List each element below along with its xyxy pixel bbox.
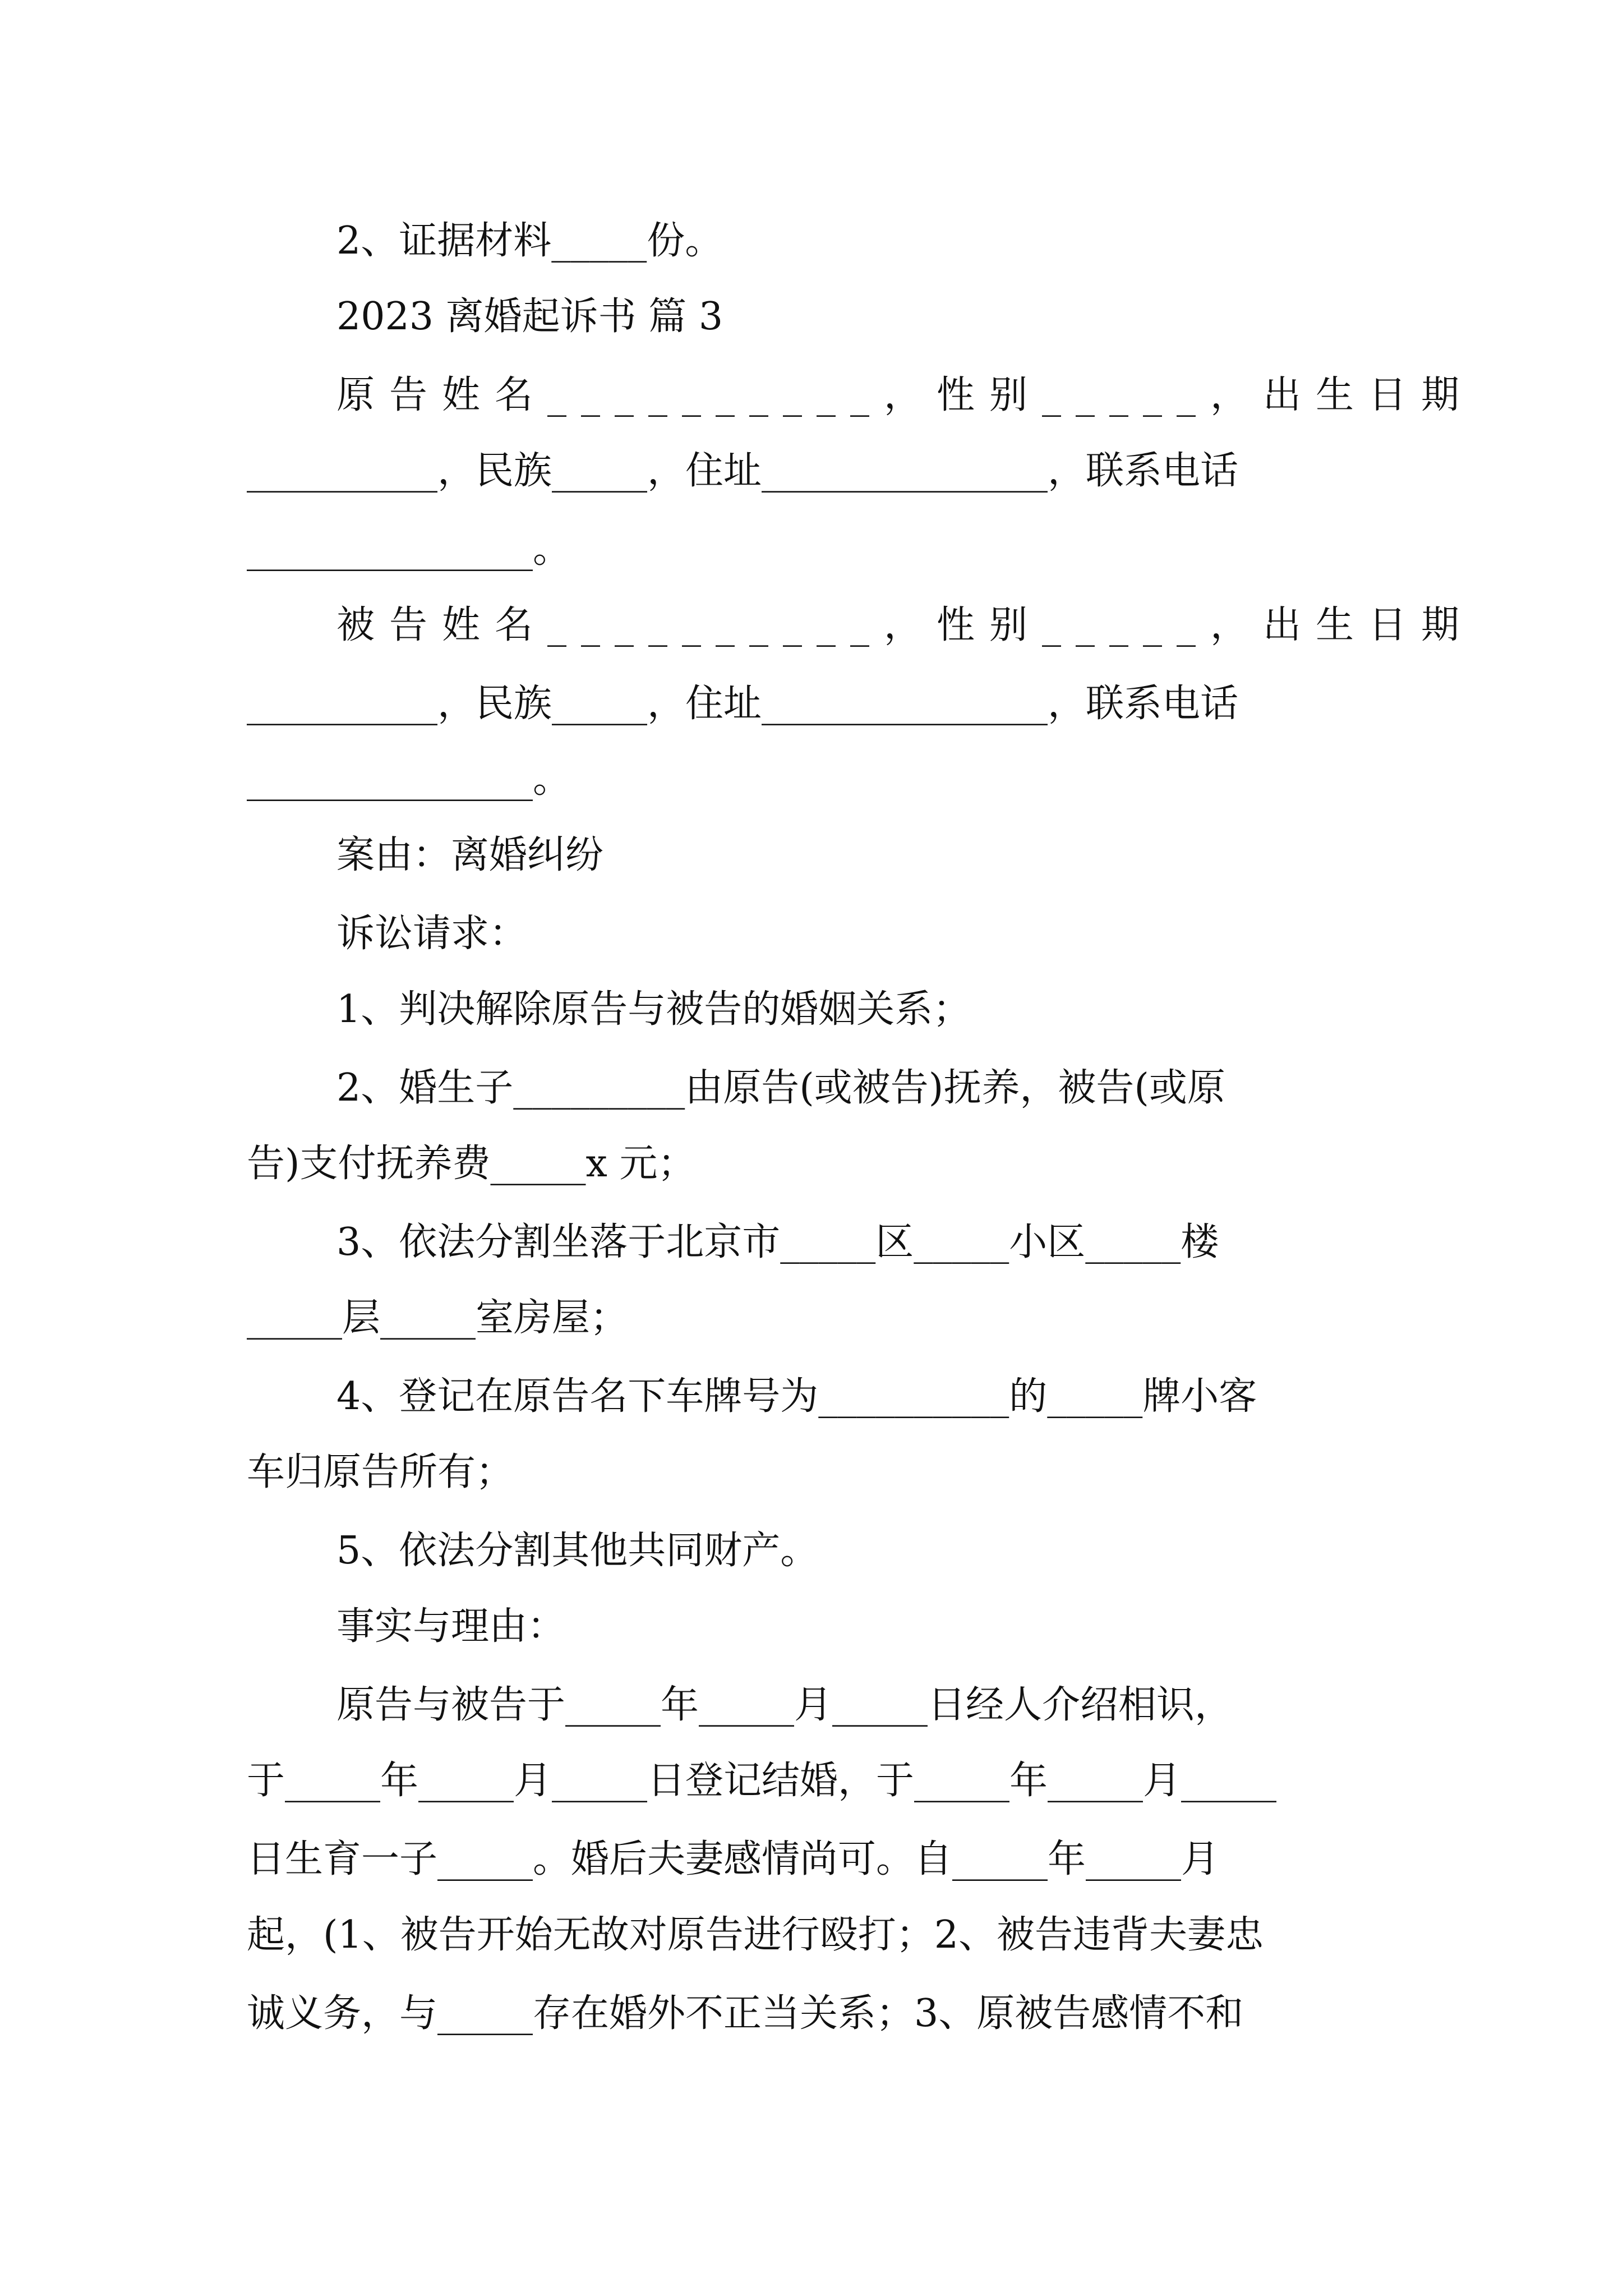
facts-paragraph-line: 原告与被告于_____年_____月_____日经人介绍相识， <box>336 1683 1233 1727</box>
case-cause: 案由：离婚纠纷 <box>336 833 604 877</box>
claim-item: 2、婚生子_________由原告(或被告)抚养，被告(或原 <box>336 1066 1225 1110</box>
evidence-count-line: 2、证据材料_____份。 <box>336 219 723 263</box>
plaintiff-info-line: 原告姓名__________，性别_____，出生日期 <box>336 373 1474 417</box>
facts-paragraph-line: 起，(1、被告开始无故对原告进行殴打；2、被告违背夫妻忠 <box>247 1913 1264 1957</box>
claim-item: 5、依法分割其他共同财产。 <box>336 1529 819 1573</box>
defendant-info-line: _______________。 <box>247 757 571 802</box>
claim-item: _____层_____室房屋； <box>247 1296 629 1340</box>
claim-item: 4、登记在原告名下车牌号为__________的_____牌小客 <box>336 1374 1257 1419</box>
defendant-info-line: __________，民族_____，住址_______________，联系电话 <box>247 682 1239 726</box>
section-heading: 2023 离婚起诉书 篇 3 <box>336 295 723 339</box>
facts-paragraph-line: 诚义务，与_____存在婚外不正当关系；3、原被告感情不和 <box>247 1991 1244 2036</box>
claim-item: 3、依法分割坐落于北京市_____区_____小区_____楼 <box>336 1220 1219 1264</box>
facts-heading: 事实与理由： <box>336 1604 566 1649</box>
plaintiff-info-line: __________，民族_____，住址_______________，联系电话 <box>247 449 1239 493</box>
facts-paragraph-line: 日生育一子_____。婚后夫妻感情尚可。自_____年_____月 <box>247 1837 1220 1881</box>
defendant-info-line: 被告姓名__________，性别_____，出生日期 <box>336 603 1474 647</box>
claims-heading: 诉讼请求： <box>336 912 528 956</box>
claim-item: 车归原告所有； <box>247 1450 514 1494</box>
plaintiff-info-line: _______________。 <box>247 527 571 572</box>
facts-paragraph-line: 于_____年_____月_____日登记结婚，于_____年_____月_____ <box>247 1759 1277 1803</box>
claim-item: 1、判决解除原告与被告的婚姻关系； <box>336 987 971 1032</box>
claim-item: 告)支付抚养费_____x 元； <box>247 1142 696 1186</box>
